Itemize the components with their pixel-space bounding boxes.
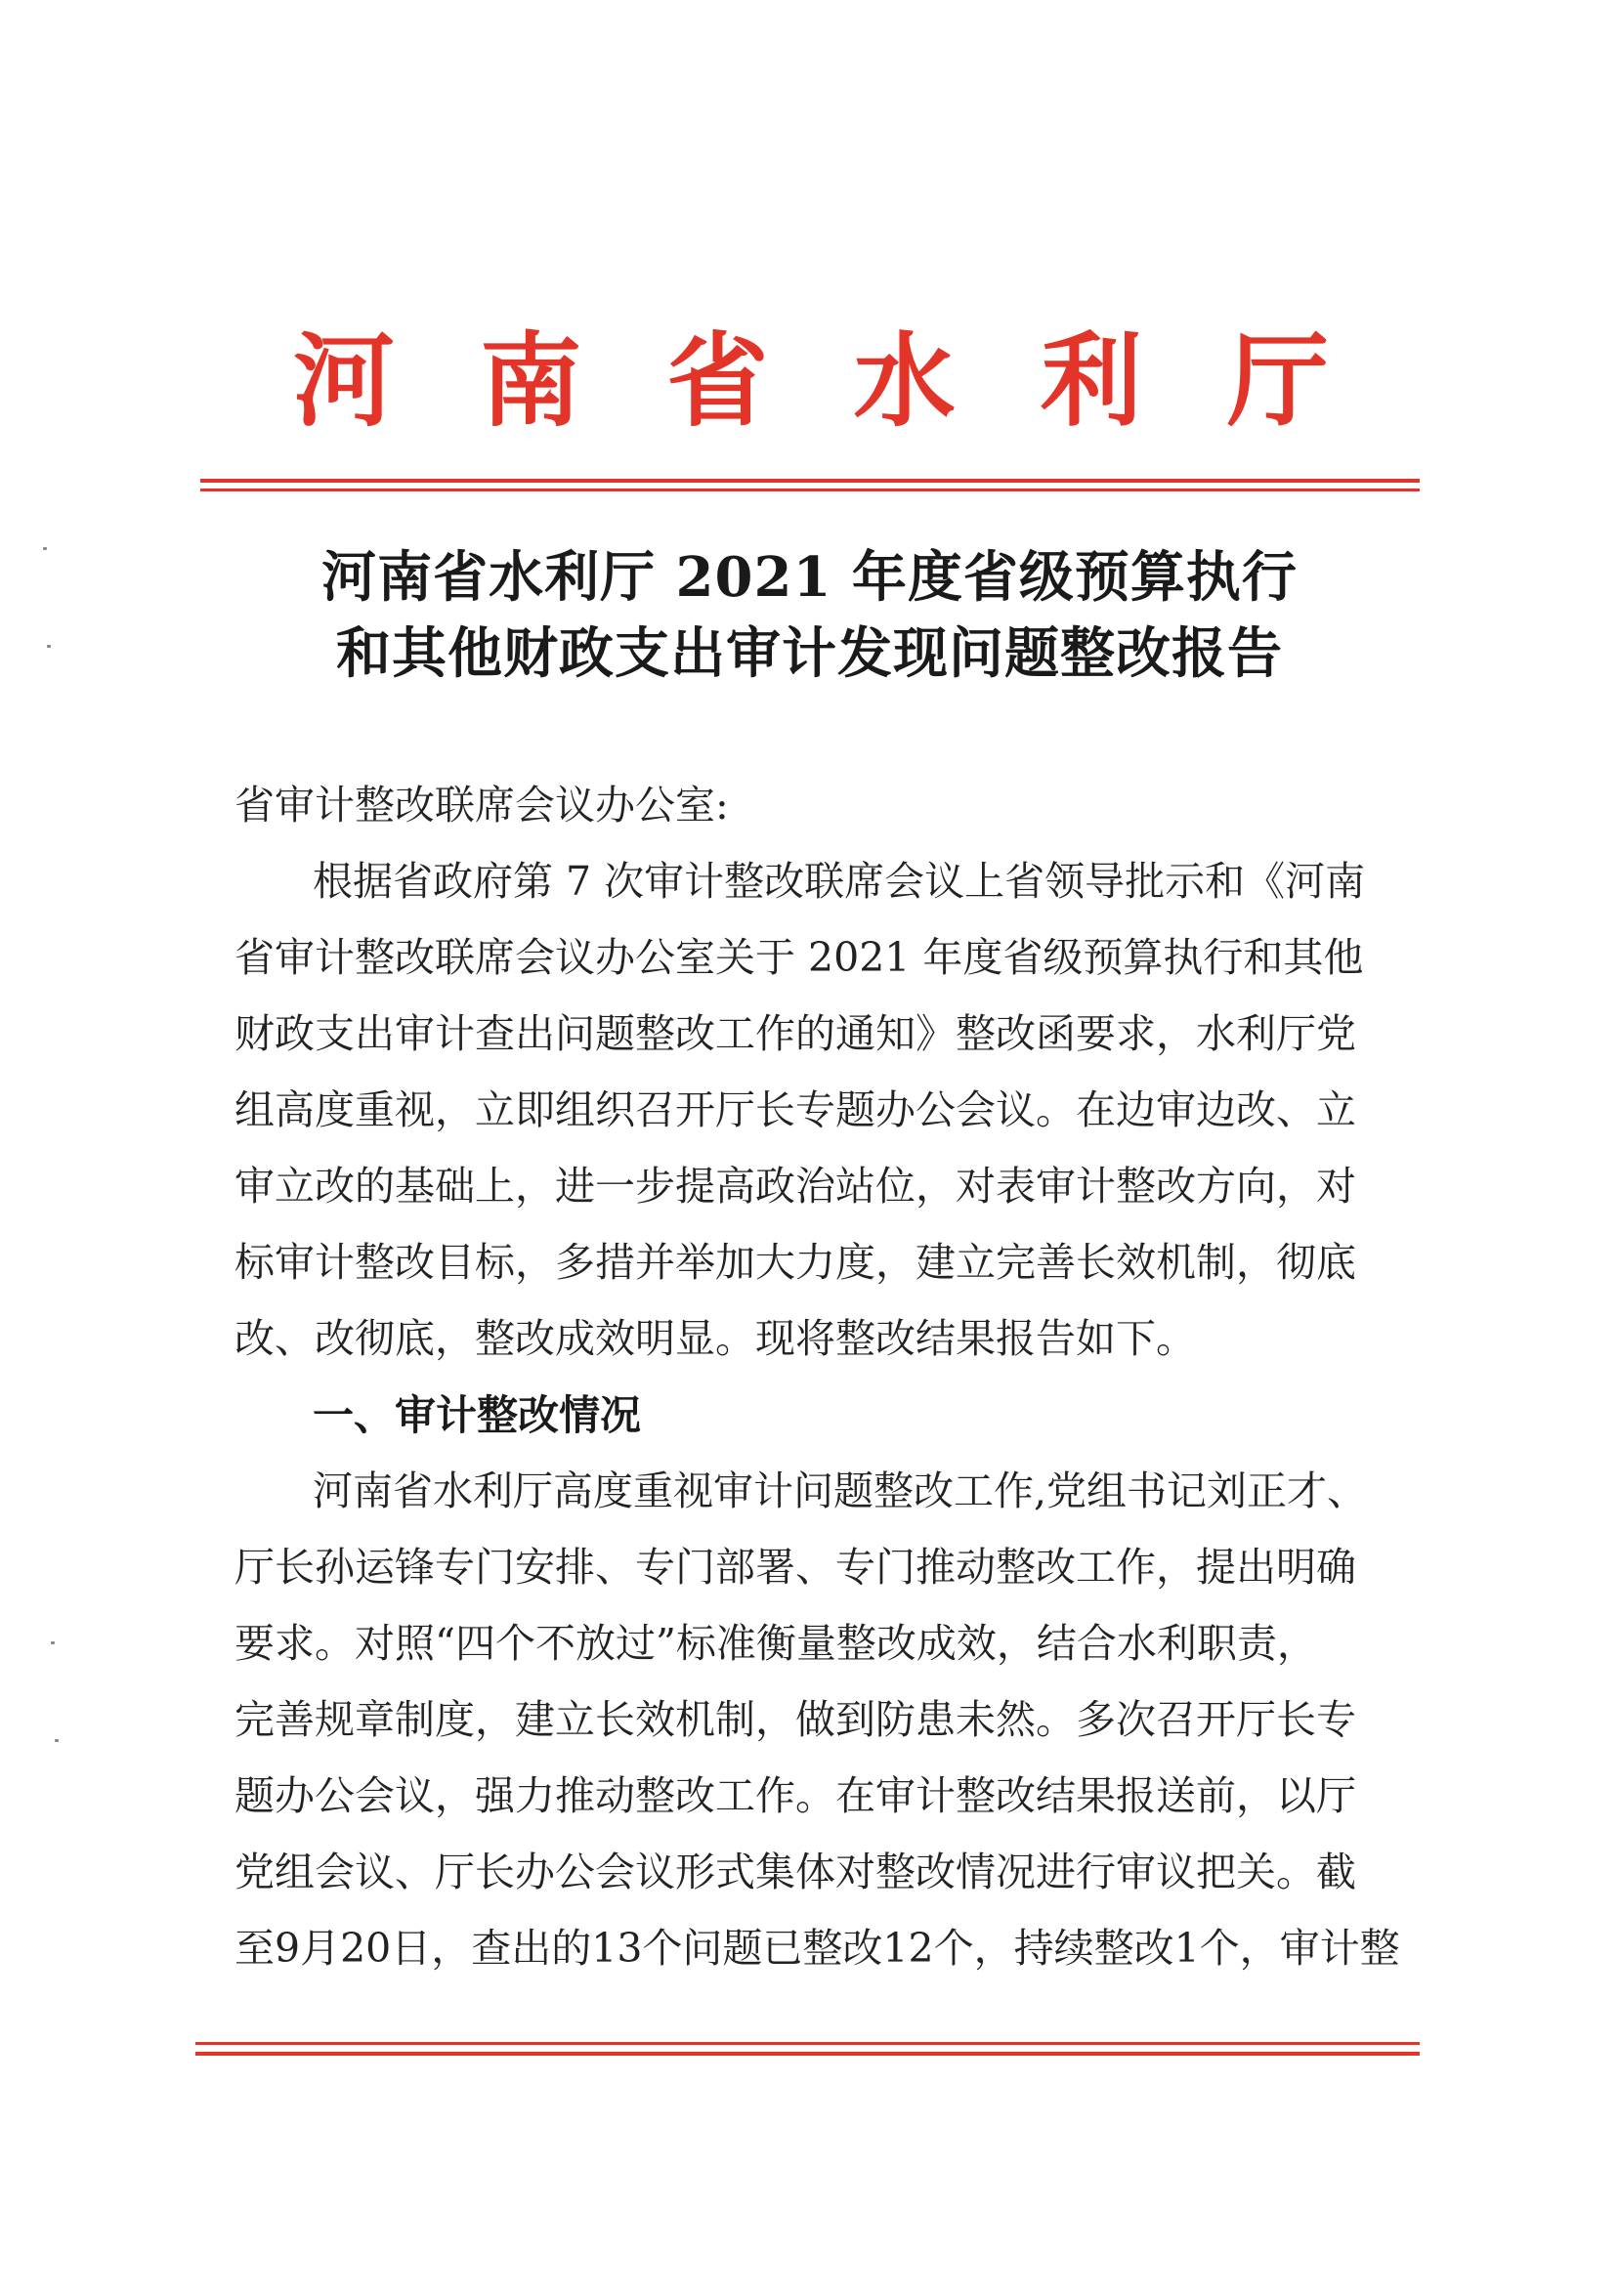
- para1-line: 财政支出审计查出问题整改工作的通知》整改函要求，水利厅党: [234, 1010, 1356, 1057]
- doc-title-line1: 河南省水利厅 2021 年度省级预算执行: [321, 545, 1298, 610]
- para1-line: 审立改的基础上，进一步提高政治站位，对表审计整改方向，对: [234, 1163, 1356, 1210]
- letterhead-char: 南: [480, 320, 582, 441]
- para1-line: 组高度重视，立即组织召开厅长专题办公会议。在边审边改、立: [234, 1086, 1356, 1133]
- doc-title-line2: 和其他财政支出审计发现问题整改报告: [336, 621, 1283, 686]
- para1-line: 标审计整改目标，多措并举加大力度，建立完善长效机制，彻底: [234, 1239, 1356, 1286]
- letterhead-char: 厅: [1226, 320, 1329, 441]
- addressee: 省审计整改联席会议办公室:: [234, 782, 729, 829]
- para2-line: 至9月20日，查出的13个问题已整改12个，持续整改1个，审计整: [234, 1925, 1400, 1972]
- para2-line: 厅长孙运锋专门安排、专门部署、专门推动整改工作，提出明确: [234, 1544, 1356, 1591]
- para2-line: 河南省水利厅高度重视审计问题整改工作,党组书记刘正才、: [313, 1467, 1368, 1514]
- scan-speck: [51, 1641, 55, 1644]
- footer-rule-bottom: [195, 2052, 1420, 2056]
- para2-line: 完善规章制度，建立长效机制，做到防患未然。多次召开厅长专: [234, 1696, 1356, 1743]
- scan-speck: [55, 1739, 59, 1742]
- para1-line: 根据省政府第 7 次审计整改联席会议上省领导批示和《河南: [313, 858, 1366, 905]
- scan-speck: [47, 645, 51, 648]
- header-rule-bottom: [200, 489, 1420, 491]
- letterhead-char: 利: [1040, 320, 1142, 441]
- scan-speck: [43, 547, 47, 550]
- letterhead-title: [293, 322, 1329, 440]
- section-heading: 一、审计整改情况: [313, 1391, 642, 1439]
- para2-line: 要求。对照“四个不放过”标准衡量整改成效，结合水利职责，: [234, 1620, 1317, 1667]
- para2-line: 题办公会议，强力推动整改工作。在审计整改结果报送前，以厅: [234, 1772, 1356, 1819]
- letterhead-char: 水: [853, 320, 956, 441]
- letterhead-char: 省: [666, 320, 769, 441]
- header-rule-top: [200, 479, 1420, 483]
- para1-line: 省审计整改联席会议办公室关于 2021 年度省级预算执行和其他: [234, 934, 1364, 981]
- letterhead-char: 河: [293, 320, 396, 441]
- para1-line: 改、改彻底，整改成效明显。现将整改结果报告如下。: [234, 1315, 1196, 1362]
- para2-line: 党组会议、厅长办公会议形式集体对整改情况进行审议把关。截: [234, 1849, 1356, 1895]
- footer-rule-top: [195, 2042, 1420, 2045]
